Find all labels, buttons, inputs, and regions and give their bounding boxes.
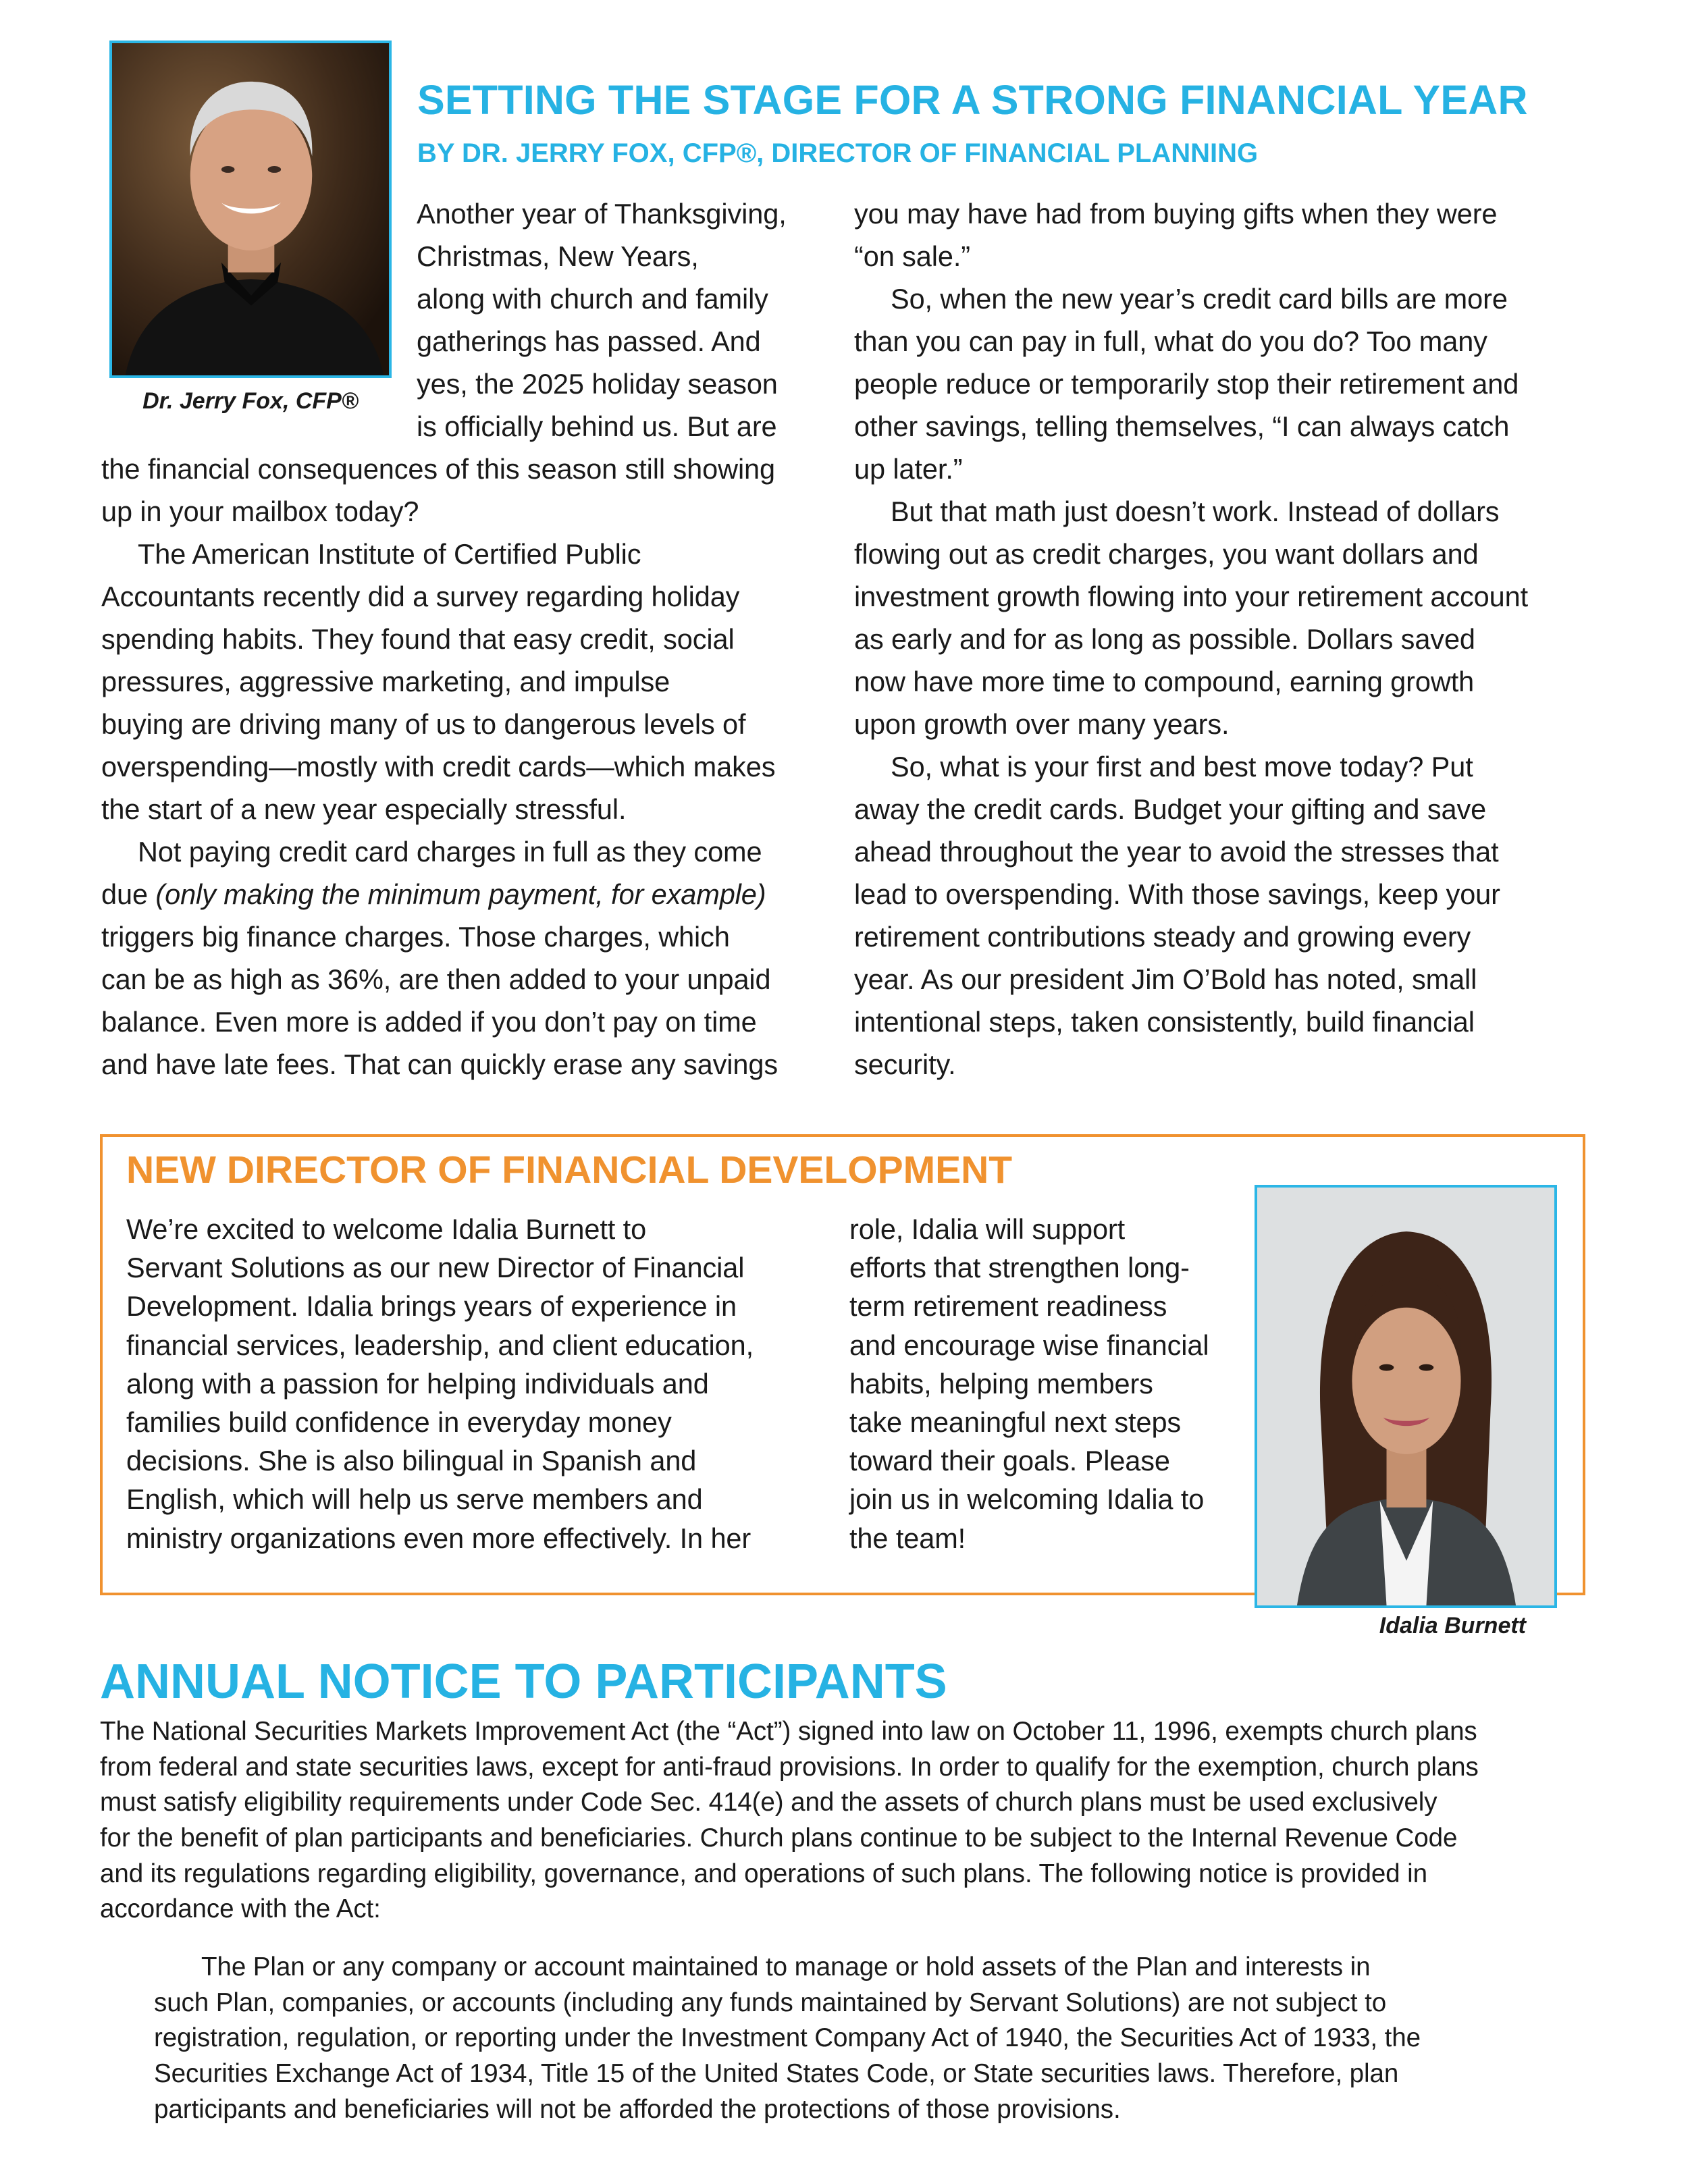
text-line: We’re excited to welcome Idalia Burnett to [126, 1213, 647, 1245]
text-line: intentional steps, taken consistently, build financial [854, 1006, 1475, 1038]
text-line: financial services, leadership, and client education, [126, 1329, 754, 1361]
text-line: The National Securities Markets Improvement Act (the “Act”) signed into law on October 11, 1996, exempts church plans [100, 1717, 1477, 1746]
text-line: role, Idalia will support [849, 1213, 1126, 1245]
idalia-burnett-caption: Idalia Burnett [1379, 1613, 1526, 1639]
text-line: than you can pay in full, what do you do? Too many [854, 325, 1487, 357]
italic-aside: (only making the minimum payment, for example) [155, 878, 766, 910]
text-line: toward their goals. Please [849, 1445, 1170, 1477]
text-line: take meaningful next steps [849, 1406, 1182, 1438]
text-line: lead to overspending. With those savings, keep your [854, 878, 1500, 910]
text-line: up in your mailbox today? [101, 496, 419, 527]
text-line: But that math just doesn’t work. Instead of dollars [891, 496, 1500, 527]
text-line: must satisfy eligibility requirements under Code Sec. 414(e) and the assets of church plans must be used exclusively [100, 1788, 1438, 1817]
text-line: English, which will help us serve members and [126, 1483, 703, 1516]
text-line: ahead throughout the year to avoid the stresses that [854, 836, 1499, 868]
article2-column-2 [849, 1210, 1255, 1557]
text-line: is officially behind us. But are [417, 410, 777, 442]
text-line: the financial consequences of this season still showing [101, 453, 776, 485]
text-line: Servant Solutions as our new Director of Financial [126, 1252, 745, 1284]
text-line: upon growth over many years. [854, 708, 1230, 740]
text-line: can be as high as 36%, are then added to your unpaid [101, 963, 771, 995]
text-line: the team! [849, 1522, 966, 1554]
text-line: away the credit cards. Budget your gifting and save [854, 793, 1487, 825]
article-byline: BY DR. JERRY FOX, CFP®, DIRECTOR OF FINANCIAL PLANNING [417, 138, 1259, 168]
text-line: people reduce or temporarily stop their retirement and [854, 368, 1519, 400]
text-line: investment growth flowing into your retirement account [854, 581, 1528, 612]
text-line: Securities Exchange Act of 1934, Title 15 of the United States Code, or State securities laws. Therefore, plan [154, 2059, 1399, 2089]
text-line: The Plan or any company or account maintained to manage or hold assets of the Plan and interests in [201, 1952, 1371, 1981]
text-line: families build confidence in everyday money [126, 1406, 672, 1438]
article1-intro-text [417, 192, 822, 448]
article1-column-2 [854, 192, 1597, 1086]
text-line: and its regulations regarding eligibility, governance, and operations of such plans. The following notice is provided in [100, 1859, 1427, 1888]
text-line: overspending—mostly with credit cards—which makes [101, 751, 776, 782]
annual-notice-body [100, 1714, 1606, 1927]
text-line: year. As our president Jim O’Bold has noted, small [854, 963, 1477, 995]
text-line: efforts that strengthen long- [849, 1252, 1190, 1284]
article2-column-1 [126, 1210, 828, 1557]
article1-column-1 [101, 448, 837, 1086]
text-line: buying are driving many of us to dangerous levels of [101, 708, 746, 740]
text-line: you may have had from buying gifts when they were [854, 198, 1498, 230]
text-line: Development. Idalia brings years of experience in [126, 1290, 737, 1323]
text-line: “on sale.” [854, 240, 970, 272]
article-title: SETTING THE STAGE FOR A STRONG FINANCIAL YEAR [417, 77, 1528, 123]
text-line: the start of a new year especially stressful. [101, 793, 627, 825]
text-line: Not paying credit card charges in full as they come [138, 836, 762, 868]
text-line: triggers big finance charges. Those charges, which [101, 921, 730, 953]
text-line: join us in welcoming Idalia to [849, 1483, 1205, 1516]
text-line: participants and beneficiaries will not be afforded the protections of those provisions. [154, 2094, 1121, 2124]
text-line: as early and for as long as possible. Dollars saved [854, 623, 1475, 655]
text-line: yes, the 2025 holiday season [417, 368, 778, 400]
portrait-woman-image [1257, 1188, 1554, 1605]
section-title: NEW DIRECTOR OF FINANCIAL DEVELOPMENT [126, 1148, 1013, 1192]
text-line: up later.” [854, 453, 963, 485]
text-line: for the benefit of plan participants and beneficiaries. Church plans continue to be subject to the Internal Revenue Code [100, 1823, 1458, 1853]
text-line: retirement contributions steady and growing every [854, 921, 1471, 953]
text-line: term retirement readiness [849, 1290, 1167, 1323]
portrait-man-image [112, 43, 389, 375]
text-line: spending habits. They found that easy credit, social [101, 623, 735, 655]
jerry-fox-photo [109, 41, 392, 378]
text-fragment: due [101, 878, 156, 910]
text-line: habits, helping members [849, 1367, 1153, 1400]
text-line: gatherings has passed. And [417, 325, 761, 357]
text-line: balance. Even more is added if you don’t pay on time [101, 1006, 757, 1038]
section-title: ANNUAL NOTICE TO PARTICIPANTS [100, 1655, 947, 1709]
text-line: other savings, telling themselves, “I can always catch [854, 410, 1510, 442]
text-line: So, when the new year’s credit card bills are more [891, 283, 1508, 315]
text-line: along with a passion for helping individuals and [126, 1367, 709, 1400]
text-line: now have more time to compound, earning growth [854, 666, 1475, 697]
text-line: ministry organizations even more effectively. In her [126, 1522, 751, 1554]
idalia-burnett-photo [1255, 1185, 1557, 1608]
text-line: flowing out as credit charges, you want dollars and [854, 538, 1479, 570]
text-line: decisions. She is also bilingual in Spanish and [126, 1445, 697, 1477]
text-line: such Plan, companies, or accounts (including any funds maintained by Servant Solutions) are not subject to [154, 1988, 1387, 2017]
text-line: Another year of Thanksgiving, [417, 198, 787, 230]
text-line: along with church and family [417, 283, 768, 315]
text-line: pressures, aggressive marketing, and impulse [101, 666, 670, 697]
text-line: registration, regulation, or reporting under the Investment Company Act of 1940, the Securities Act of 1933, the [154, 2023, 1421, 2053]
text-line: and have late fees. That can quickly erase any savings [101, 1048, 778, 1080]
text-line: The American Institute of Certified Public [138, 538, 641, 570]
text-line [101, 873, 837, 915]
text-line: So, what is your first and best move today? Put [891, 751, 1473, 782]
text-line: Christmas, New Years, [417, 240, 699, 272]
text-line: from federal and state securities laws, except for anti-fraud provisions. In order to qualify for the exemption, church plans [100, 1752, 1479, 1782]
text-line: Accountants recently did a survey regarding holiday [101, 581, 740, 612]
annual-notice-quote [154, 1950, 1606, 2127]
text-line: and encourage wise financial [849, 1329, 1209, 1361]
text-line: security. [854, 1048, 956, 1080]
jerry-fox-caption: Dr. Jerry Fox, CFP® [142, 388, 359, 414]
text-line: accordance with the Act: [100, 1894, 381, 1924]
